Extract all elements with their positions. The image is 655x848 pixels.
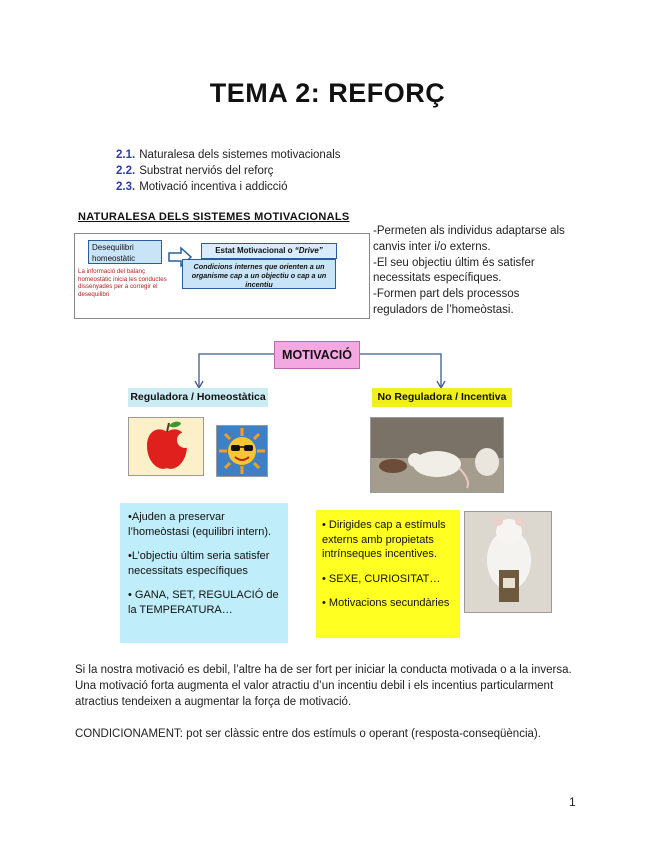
incentiva-description bbox=[316, 510, 460, 638]
list-item: • SEXE, CURIOSITAT… bbox=[322, 572, 441, 585]
body-paragraph: Si la nostra motivació es debil, l’altre ha de ser fort per iniciar la conducta motivada o a la inversa. Una motivació forta augmenta el valor atractiu d’un incentiu debil i els incentius particularment atractius tendeixen a augmentar la força de motivació. bbox=[75, 664, 572, 708]
desequilibri-box: Desequilibri homeostàtic bbox=[88, 240, 162, 264]
rat-bottle-image bbox=[464, 511, 552, 613]
sun-sunglasses-image bbox=[216, 425, 268, 477]
reguladora-label: Reguladora / Homeostàtica bbox=[128, 388, 268, 407]
estat-motivacional-box: Estat Motivacional o “Drive” bbox=[201, 243, 337, 259]
list-item: • Dirigides cap a estímuls externs amb propietats intrínseques incentives. bbox=[322, 519, 446, 560]
desequilibri-note: La informació del balanç homeostàtic inicia les conductes dissenyades per a corregir el desequilibri bbox=[78, 268, 167, 298]
motivacio-label: MOTIVACIÓ bbox=[274, 341, 360, 369]
toc-item: 2.2. Substrat nerviós del reforç bbox=[116, 165, 274, 177]
condicionament-text: CONDICIONAMENT: pot ser clàssic entre dos estímuls o operant (resposta-conseqüència). bbox=[75, 728, 541, 740]
page-title: TEMA 2: REFORÇ bbox=[209, 78, 446, 108]
rats-image bbox=[370, 417, 504, 493]
no-reguladora-label: No Reguladora / Incentiva bbox=[372, 388, 512, 407]
apple-image bbox=[128, 417, 204, 476]
list-item: •Ajuden a preservar l’homeòstasi (equilibri intern). bbox=[128, 511, 272, 538]
list-item: • Motivacions secundàries bbox=[322, 597, 450, 609]
list-item: • GANA, SET, REGULACIÓ de la TEMPERATURA… bbox=[128, 589, 279, 616]
side-notes: -Permeten als individus adaptarse als canvis inter i/o externs. -El seu objectiu últim és satisfer necessitats específiques. -Formen part dels processos reguladors de l’homeòstasi. bbox=[373, 225, 565, 316]
condicions-box: Condicions internes que orienten a un organisme cap a un objectiu o cap a un incentiu bbox=[182, 259, 336, 289]
toc-item: 2.3. Motivació incentiva i addicció bbox=[116, 181, 288, 193]
toc-item: 2.1. Naturalesa dels sistemes motivacionals bbox=[116, 149, 341, 161]
page-number: 1 bbox=[569, 795, 576, 809]
list-item: •L’objectiu últim seria satisfer necessitats específiques bbox=[128, 550, 270, 577]
reguladora-description bbox=[120, 503, 288, 643]
section-heading: NATURALESA DELS SISTEMES MOTIVACIONALS bbox=[78, 211, 350, 223]
